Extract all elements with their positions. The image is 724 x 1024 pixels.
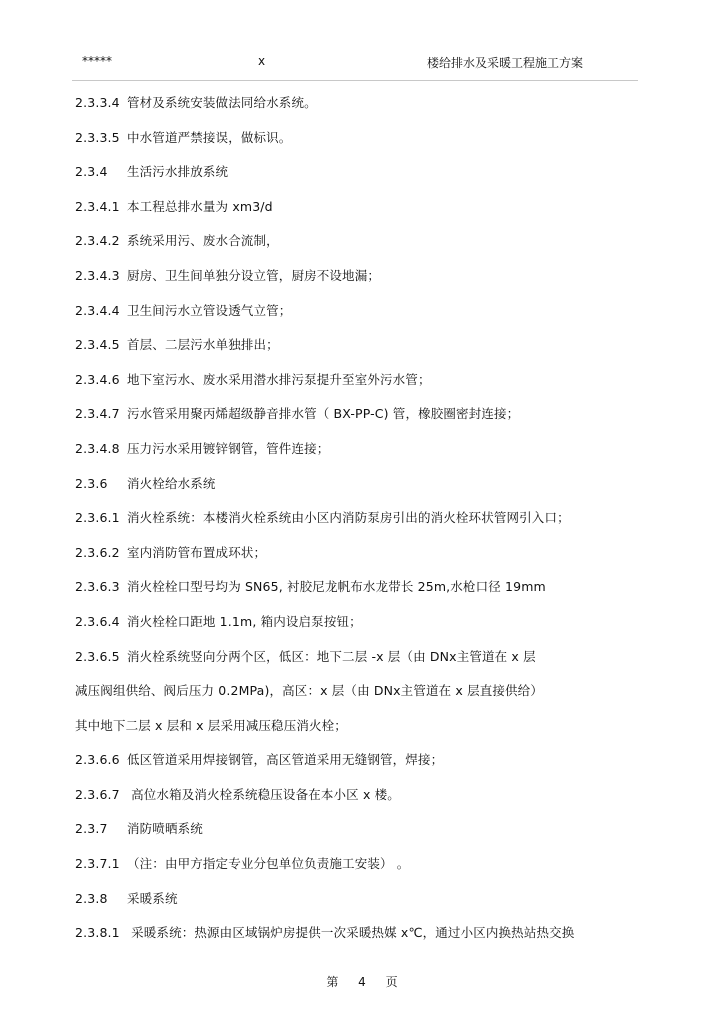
section-number: 2.3.4.1 bbox=[75, 198, 120, 214]
document-line bbox=[75, 610, 645, 645]
header-rule bbox=[72, 80, 638, 81]
document-line bbox=[75, 748, 645, 783]
footer-suffix: 页 bbox=[385, 975, 398, 989]
section-number: 2.3.4.6 bbox=[75, 371, 120, 387]
line-text: 消火栓系统竖向分两个区，低区：地下二层 -x 层（由 DNx主管道在 x 层 bbox=[127, 648, 536, 664]
document-line bbox=[75, 264, 645, 299]
header-title: 楼给排水及采暖工程施工方案 bbox=[426, 56, 583, 70]
line-text: 消火栓栓口距地 1.1m, 箱内设启泵按钮； bbox=[127, 613, 362, 629]
document-line bbox=[75, 195, 645, 230]
line-text: 生活污水排放系统 bbox=[127, 164, 229, 180]
section-number: 2.3.6.7 bbox=[75, 786, 120, 802]
document-line bbox=[75, 368, 645, 403]
document-line bbox=[75, 402, 645, 437]
line-text: 首层、二层污水单独排出； bbox=[127, 337, 279, 353]
section-number: 2.3.4.8 bbox=[75, 440, 120, 456]
document-line bbox=[75, 541, 645, 576]
line-text: 地下室污水、废水采用潜水排污泵提升至室外污水管； bbox=[127, 371, 431, 387]
footer-page-number: 4 bbox=[358, 975, 366, 989]
section-number: 2.3.3.5 bbox=[75, 129, 120, 145]
section-number: 2.3.4.3 bbox=[75, 267, 120, 283]
header-left: ***** bbox=[82, 54, 112, 68]
line-text: 低区管道采用焊接钢管，高区管道采用无缝钢管，焊接； bbox=[127, 752, 444, 768]
line-text: 采暖系统 bbox=[127, 890, 178, 906]
section-number: 2.3.4.7 bbox=[75, 406, 120, 422]
section-number: 2.3.6.1 bbox=[75, 510, 120, 526]
line-text: 厨房、卫生间单独分设立管，厨房不设地漏； bbox=[127, 267, 381, 283]
document-line bbox=[75, 887, 645, 922]
footer-prefix: 第 bbox=[326, 975, 339, 989]
section-number: 2.3.4.2 bbox=[75, 233, 120, 249]
document-line bbox=[75, 506, 645, 541]
line-text: 消火栓系统：本楼消火栓系统由小区内消防泵房引出的消火栓环状管网引入口； bbox=[127, 510, 570, 526]
document-line bbox=[75, 714, 645, 749]
page-footer bbox=[0, 973, 724, 990]
document-line bbox=[75, 852, 645, 887]
line-text: 中水管道严禁接误，做标识。 bbox=[127, 129, 292, 145]
document-line bbox=[75, 299, 645, 334]
section-number: 2.3.6.4 bbox=[75, 613, 120, 629]
document-line bbox=[75, 921, 645, 956]
document-line bbox=[75, 575, 645, 610]
line-text: 消火栓给水系统 bbox=[127, 475, 216, 491]
document-line bbox=[75, 229, 645, 264]
line-text: 其中地下二层 x 层和 x 层采用减压稳压消火栓； bbox=[75, 717, 347, 733]
line-text: 高位水箱及消火栓系统稳压设备在本小区 x 楼。 bbox=[127, 786, 400, 802]
line-text: 污水管采用聚丙烯超级静音排水管（ BX-PP-C) 管，橡胶圈密封连接； bbox=[127, 406, 520, 422]
section-number: 2.3.6 bbox=[75, 475, 108, 491]
line-text: 室内消防管布置成环状； bbox=[127, 544, 267, 560]
line-text: 消防喷晒系统 bbox=[127, 821, 203, 837]
line-text: 压力污水采用镀锌钢管，管件连接； bbox=[127, 440, 330, 456]
document-line bbox=[75, 679, 645, 714]
section-number: 2.3.3.4 bbox=[75, 95, 120, 110]
page-header bbox=[80, 54, 638, 74]
line-text: 管材及系统安装做法同给水系统。 bbox=[127, 95, 317, 110]
section-number: 2.3.7 bbox=[75, 821, 108, 837]
document-line bbox=[75, 437, 645, 472]
line-text: 本工程总排水量为 xm3/d bbox=[127, 198, 273, 214]
section-number: 2.3.6.2 bbox=[75, 544, 120, 560]
document-line bbox=[75, 333, 645, 368]
header-middle: x bbox=[258, 54, 266, 68]
section-number: 2.3.8.1 bbox=[75, 925, 120, 941]
section-number: 2.3.7.1 bbox=[75, 856, 120, 872]
section-number: 2.3.6.5 bbox=[75, 648, 120, 664]
document-line bbox=[75, 645, 645, 680]
document-line bbox=[75, 160, 645, 195]
document-line bbox=[75, 91, 645, 126]
document-line bbox=[75, 126, 645, 161]
line-text: （注：由甲方指定专业分包单位负责施工安装） 。 bbox=[127, 856, 410, 872]
line-text: 采暖系统：热源由区域锅炉房提供一次采暖热媒 x℃，通过小区内换热站热交换 bbox=[127, 925, 575, 941]
section-number: 2.3.4.4 bbox=[75, 302, 120, 318]
document-line bbox=[75, 472, 645, 507]
document-line bbox=[75, 817, 645, 852]
section-number: 2.3.4.5 bbox=[75, 337, 120, 353]
line-text: 系统采用污、废水合流制， bbox=[127, 233, 279, 249]
section-number: 2.3.6.6 bbox=[75, 752, 120, 768]
section-number: 2.3.4 bbox=[75, 164, 108, 180]
document-body bbox=[75, 91, 645, 956]
document-line bbox=[75, 783, 645, 818]
line-text: 卫生间污水立管设透气立管； bbox=[127, 302, 292, 318]
line-text: 减压阀组供给、阀后压力 0.2MPa)，高区：x 层（由 DNx主管道在 x 层直接供给） bbox=[75, 683, 543, 699]
line-text: 消火栓栓口型号均为 SN65, 衬胶尼龙帆布水龙带长 25m,水枪口径 19mm bbox=[127, 579, 546, 595]
section-number: 2.3.8 bbox=[75, 890, 108, 906]
section-number: 2.3.6.3 bbox=[75, 579, 120, 595]
